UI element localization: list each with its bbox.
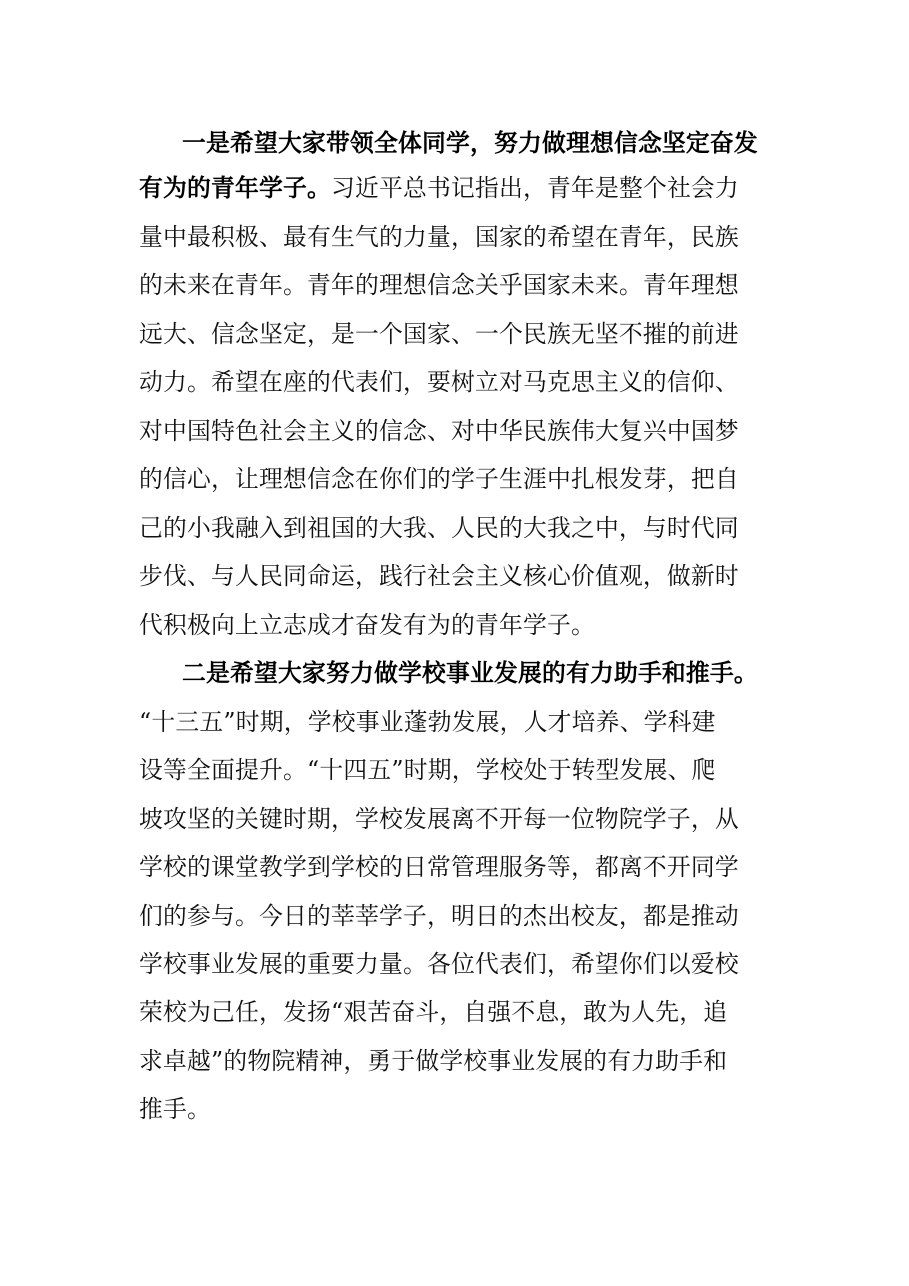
paragraph-line xyxy=(139,511,739,545)
paragraph-text: 步伐、与人民同命运，践行社会主义核心价值观，做新时 xyxy=(139,562,739,590)
paragraph-text: 习近平总书记指出，青年是整个社会力 xyxy=(330,174,739,202)
paragraph-line xyxy=(139,220,739,254)
paragraph-text: 代积极向上立志成才奋发有为的青年学子。 xyxy=(139,611,595,639)
paragraph-text: 荣校为己任，发扬“艰苦奋斗，自强不息，敢为人先，追 xyxy=(139,998,728,1026)
paragraph-line xyxy=(139,608,595,642)
paragraph-line xyxy=(139,365,739,399)
paragraph-text: 推手。 xyxy=(139,1095,211,1123)
paragraph-text: 的未来在青年。青年的理想信念关乎国家未来。青年理想 xyxy=(139,271,739,299)
paragraph-line xyxy=(139,559,739,593)
paragraph-line xyxy=(139,1044,727,1078)
paragraph-text: 们的参与。今日的莘莘学子，明日的杰出校友，都是推动 xyxy=(139,902,739,930)
paragraph-text: 设等全面提升。“十四五”时期，学校处于转型发展、爬 xyxy=(139,756,716,784)
paragraph-text: 动力。希望在座的代表们，要树立对马克思主义的信仰、 xyxy=(139,368,739,396)
paragraph-line xyxy=(139,1092,211,1126)
paragraph-line xyxy=(139,995,727,1029)
paragraph-heading: 二是希望大家努力做学校事业发展的有力助手和推手。 xyxy=(182,659,758,687)
paragraph-line xyxy=(182,126,758,160)
paragraph-text: 对中国特色社会主义的信念、对中华民族伟大复兴中国梦 xyxy=(139,417,739,445)
paragraph-text: 学校事业发展的重要力量。各位代表们，希望你们以爱校 xyxy=(139,950,739,978)
paragraph-line xyxy=(182,656,758,690)
paragraph-text: “十三五”时期，学校事业蓬勃发展，人才培养、学科建 xyxy=(139,708,716,736)
paragraph-text: 量中最积极、最有生气的力量，国家的希望在青年，民族 xyxy=(139,223,739,251)
paragraph-line xyxy=(139,414,739,448)
paragraph-heading: 一是希望大家带领全体同学，努力做理想信念坚定奋发 xyxy=(182,129,758,157)
paragraph-line xyxy=(139,947,739,981)
paragraph-text: 远大、信念坚定，是一个国家、一个民族无坚不摧的前进 xyxy=(139,320,739,348)
paragraph-line xyxy=(139,802,739,836)
paragraph-text: 的信心，让理想信念在你们的学子生涯中扎根发芽，把自 xyxy=(139,465,739,493)
paragraph-text: 己的小我融入到祖国的大我、人民的大我之中，与时代同 xyxy=(139,514,739,542)
paragraph-text: 坡攻坚的关键时期，学校发展离不开每一位物院学子，从 xyxy=(139,805,739,833)
paragraph-line xyxy=(139,268,739,302)
paragraph-line xyxy=(139,705,716,739)
paragraph-text: 学校的课堂教学到学校的日常管理服务等，都离不开同学 xyxy=(139,853,739,881)
paragraph-line xyxy=(139,171,739,205)
paragraph-line xyxy=(139,462,739,496)
paragraph-line xyxy=(139,753,716,787)
paragraph-line xyxy=(139,850,739,884)
paragraph-line xyxy=(139,317,739,351)
paragraph-line xyxy=(139,899,739,933)
paragraph-heading: 有为的青年学子。 xyxy=(139,174,331,202)
paragraph-text: 求卓越”的物院精神，勇于做学校事业发展的有力助手和 xyxy=(139,1047,728,1075)
